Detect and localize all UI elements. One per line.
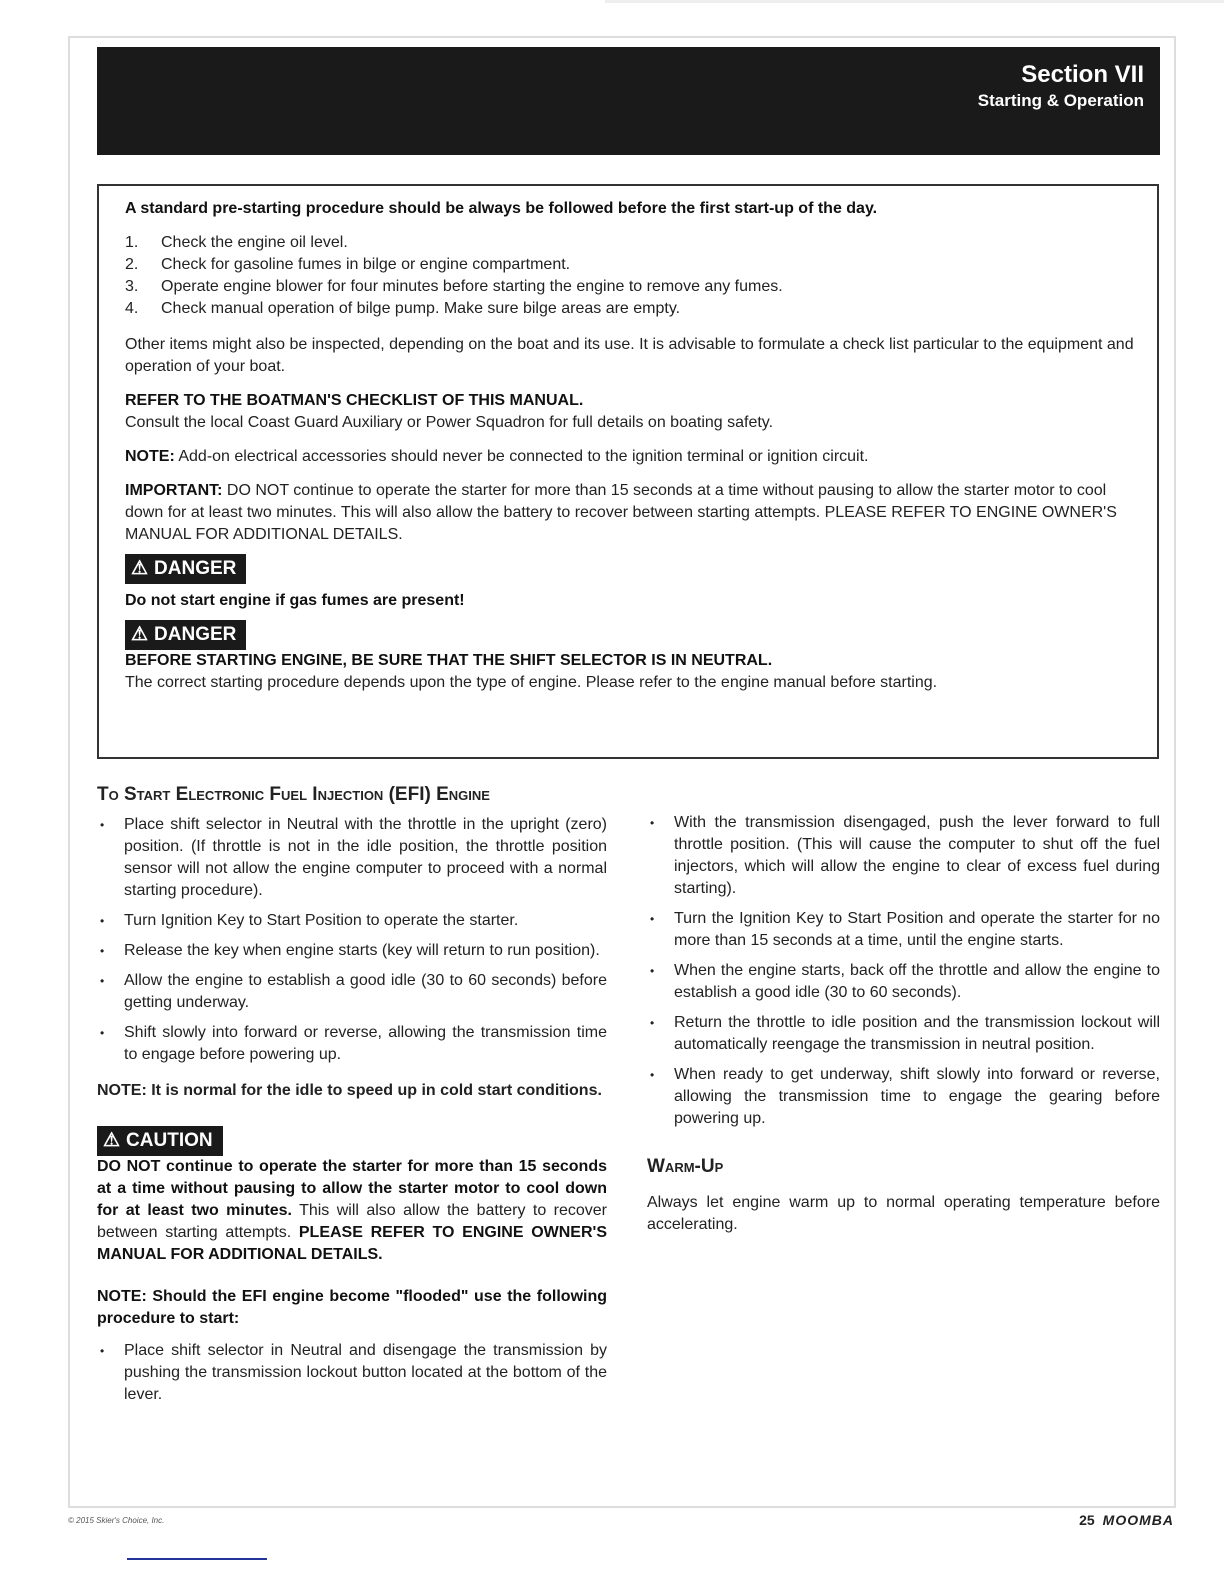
flooded-steps (97, 1340, 607, 1406)
danger-badge (125, 620, 246, 650)
step-text: Operate engine blower for four minutes before starting the engine to remove any fumes. (161, 278, 783, 295)
list-item (125, 298, 1139, 320)
refer-heading: REFER TO THE BOATMAN'S CHECKLIST OF THIS MANUAL. (125, 392, 584, 409)
caution-refer: PLEASE REFER TO ENGINE OWNER'S MANUAL FOR ADDITIONAL DETAILS. (97, 1224, 607, 1263)
warm-up-heading: Warm-Up (647, 1156, 724, 1177)
top-rule (605, 0, 1224, 3)
pre-start-box (97, 184, 1159, 759)
danger-2-heading: BEFORE STARTING ENGINE, BE SURE THAT THE SHIFT SELECTOR IS IN NEUTRAL. (125, 652, 773, 669)
list-item: • With the transmission disengaged, push the lever forward to full throttle position. (This will cause the computer to shut off the fuel injectors, which will allow the engine to clear of excess fuel during starting). (647, 812, 1160, 900)
list-item: • Turn Ignition Key to Start Position to operate the starter. (97, 910, 607, 932)
warning-triangle-icon: ⚠ (131, 624, 149, 645)
important-text: DO NOT continue to operate the starter for more than 15 seconds at a time without pausing to allow the starter motor to cool down for at least two minutes. This will also allow the battery to recover between starting attempts. PLEASE REFER TO ENGINE OWNER'S MANUAL FOR ADDITIONAL DETAILS. (125, 482, 1117, 543)
note (125, 446, 1139, 468)
intro: A standard pre-starting procedure should be always be followed before the first start-up of the day. (125, 200, 878, 217)
section-header (97, 47, 1160, 155)
list-item: • Release the key when engine starts (key will return to run position). (97, 940, 607, 962)
list-item: • Return the throttle to idle position and the transmission lockout will automatically reengage the transmission in neutral position. (647, 1012, 1160, 1056)
step-text: Check manual operation of bilge pump. Make sure bilge areas are empty. (161, 300, 681, 317)
list-item (125, 276, 1139, 298)
step-number: 2. (125, 256, 139, 273)
important-label: IMPORTANT: (125, 482, 223, 499)
other-items: Other items might also be inspected, depending on the boat and its use. It is advisable to formulate a check list particular to the equipment and operation of your boat. (125, 336, 1134, 375)
right-column (647, 812, 1160, 1236)
list-item: • When the engine starts, back off the throttle and allow the engine to establish a good idle (30 to 60 seconds). (647, 960, 1160, 1004)
copyright: © 2015 Skier's Choice, Inc. (68, 1516, 165, 1525)
consult-text: Consult the local Coast Guard Auxiliary or Power Squadron for full details on boating safety. (125, 414, 774, 431)
section-title: Section VII (1021, 61, 1144, 88)
flooded-steps-continued (647, 812, 1160, 1130)
caution-label: CAUTION (126, 1130, 213, 1151)
list-item: • Allow the engine to establish a good idle (30 to 60 seconds) before getting underway. (97, 970, 607, 1014)
brand-logo: MOOMBA (1102, 1512, 1174, 1528)
note-label: NOTE: (125, 448, 175, 465)
list-item: • Place shift selector in Neutral with the throttle in the upright (zero) position. (If throttle is not in the idle position, the throttle position sensor will not allow the engine computer to proceed with a normal starting procedure). (97, 814, 607, 902)
danger-1-text: Do not start engine if gas fumes are present! (125, 592, 465, 609)
danger-badge (125, 554, 246, 584)
list-item (125, 232, 1139, 254)
left-column (97, 784, 607, 1414)
note-text: Add-on electrical accessories should never be connected to the ignition terminal or ignition circuit. (174, 448, 869, 465)
efi-steps (97, 814, 607, 1066)
refer-block (125, 390, 1139, 434)
important (125, 480, 1139, 546)
list-item: • Place shift selector in Neutral and disengage the transmission by pushing the transmission lockout button located at the bottom of the lever. (97, 1340, 607, 1406)
warm-up-text: Always let engine warm up to normal operating temperature before accelerating. (647, 1194, 1160, 1233)
step-number: 3. (125, 278, 139, 295)
danger-label: DANGER (154, 558, 237, 579)
section-subtitle: Starting & Operation (977, 91, 1144, 110)
page-number: 25 (1079, 1512, 1095, 1528)
cold-start-note: NOTE: It is normal for the idle to speed up in cold start conditions. (97, 1082, 602, 1099)
caution-bold: DO NOT continue to operate the starter for more than 15 seconds at a time without pausing to allow the starter motor to cool down for at least two minutes. (97, 1158, 607, 1219)
link-underline (127, 1558, 267, 1560)
step-list (125, 232, 1139, 320)
footer-page (1079, 1512, 1174, 1528)
list-item: • Turn the Ignition Key to Start Position and operate the starter for no more than 15 seconds at a time, until the engine starts. (647, 908, 1160, 952)
step-number: 4. (125, 300, 139, 317)
danger-label: DANGER (154, 624, 237, 645)
step-text: Check for gasoline fumes in bilge or engine compartment. (161, 256, 571, 273)
efi-heading: To Start Electronic Fuel Injection (EFI) Engine (97, 784, 490, 805)
caution-body: This will also allow the battery to recover between starting attempts. (97, 1202, 607, 1241)
caution-text (97, 1156, 607, 1266)
warning-triangle-icon: ⚠ (103, 1130, 121, 1151)
flooded-note: NOTE: Should the EFI engine become "flooded" use the following procedure to start: (97, 1288, 607, 1327)
list-item: • Shift slowly into forward or reverse, allowing the transmission time to engage before powering up. (97, 1022, 607, 1066)
step-text: Check the engine oil level. (161, 234, 348, 251)
danger-2-text: The correct starting procedure depends upon the type of engine. Please refer to the engine manual before starting. (125, 674, 938, 691)
caution-badge (97, 1126, 223, 1156)
step-number: 1. (125, 234, 139, 251)
warning-triangle-icon: ⚠ (131, 558, 149, 579)
list-item (125, 254, 1139, 276)
list-item: • When ready to get underway, shift slowly into forward or reverse, allowing the transmission time to engage the gearing before powering up. (647, 1064, 1160, 1130)
